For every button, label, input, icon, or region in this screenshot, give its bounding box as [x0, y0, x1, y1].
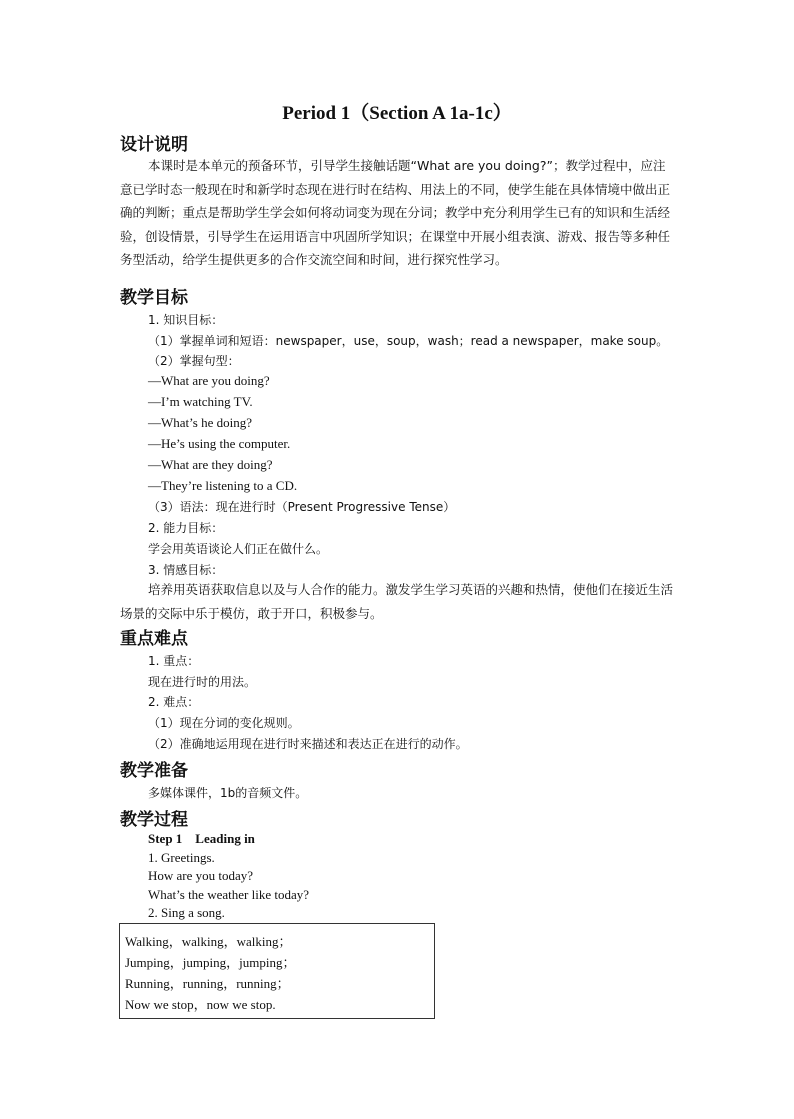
- dialogue-line: —What’s he doing?: [148, 415, 252, 430]
- song-line: Jumping，jumping，jumping；: [125, 955, 296, 970]
- process-heading: 教学过程: [120, 810, 188, 830]
- design-paragraph: 本课时是本单元的预备环节，引导学生接触话题“What are you doing?”；教学过程中，应注意已学时态一般现在时和新学时态现在进行时在结构、用法上的不同，使学生能在具体情境中做出正确的判断；重点是帮助学生学会如何将动词变为现在分词；教学中充分利用学生已有的知识和生活经验，创设情景，引导学生在运用语言中巩固所学知识；在课堂中开展小组表演、游戏、报告等多种任务型活动，给学生提供更多的合作交流空间和时间，进行探究性学习。: [120, 158, 671, 267]
- knowledge-item-3: （3）语法：现在进行时（Present Progressive Tense）: [148, 500, 456, 514]
- key-point-label: 1. 重点：: [148, 654, 200, 668]
- difficulty-item-2: （2）准确地运用现在进行时来描述和表达正在进行的动作。: [148, 737, 468, 751]
- song-line: Walking，walking，walking；: [125, 934, 292, 949]
- process-line: 1. Greetings.: [148, 850, 215, 865]
- prep-heading: 教学准备: [120, 761, 188, 781]
- emotion-label: 3. 情感目标：: [148, 563, 224, 577]
- step-1-heading: Step 1 Leading in: [148, 831, 255, 846]
- knowledge-item-1: （1）掌握单词和短语：newspaper，use，soup，wash；read a newspaper，make soup。: [148, 334, 669, 348]
- difficulty-item-1: （1）现在分词的变化规则。: [148, 716, 300, 730]
- difficulty-label: 2. 难点：: [148, 695, 200, 709]
- song-lyrics-box: [119, 923, 435, 1019]
- ability-item: 学会用英语谈论人们正在做什么。: [148, 542, 329, 556]
- dialogue-line: —What are they doing?: [148, 457, 273, 472]
- ability-label: 2. 能力目标：: [148, 521, 224, 535]
- prep-item: 多媒体课件，1b的音频文件。: [148, 786, 308, 800]
- knowledge-label: 1. 知识目标：: [148, 313, 224, 327]
- song-line: Running，running，running；: [125, 976, 290, 991]
- process-line: 2. Sing a song.: [148, 905, 225, 920]
- knowledge-item-2: （2）掌握句型：: [148, 354, 240, 368]
- process-line: How are you today?: [148, 868, 254, 883]
- process-line: What’s the weather like today?: [148, 887, 309, 902]
- dialogue-line: —They’re listening to a CD.: [148, 478, 298, 493]
- key-point-item: 现在进行时的用法。: [148, 675, 257, 689]
- key-heading: 重点难点: [120, 629, 188, 649]
- design-heading: 设计说明: [120, 135, 188, 155]
- emotion-paragraph: 培养用英语获取信息以及与人合作的能力。激发学生学习英语的兴趣和热情，使他们在接近生活场景的交际中乐于模仿，敢于开口，积极参与。: [120, 582, 674, 621]
- page-title: Period 1（Section A 1a-1c）: [282, 103, 512, 124]
- dialogue-line: —What are you doing?: [148, 373, 270, 388]
- goals-heading: 教学目标: [120, 288, 188, 308]
- dialogue-line: —I’m watching TV.: [148, 394, 253, 409]
- song-line: Now we stop，now we stop.: [125, 997, 276, 1012]
- dialogue-line: —He’s using the computer.: [148, 436, 291, 451]
